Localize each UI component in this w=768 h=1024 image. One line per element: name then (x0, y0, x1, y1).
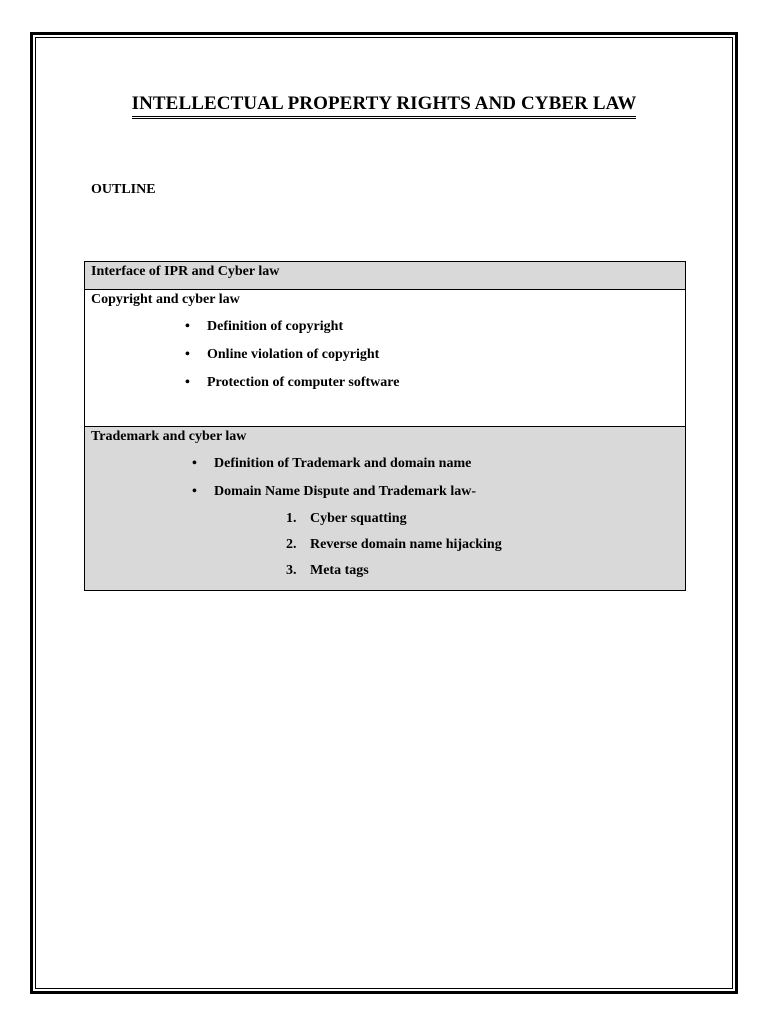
list-item: • Protection of computer software (185, 375, 400, 390)
bullet-icon: • (185, 375, 190, 390)
bullet-icon: • (192, 456, 197, 471)
numbered-item: 2. Reverse domain name hijacking (286, 537, 502, 552)
list-item: • Definition of Trademark and domain name (192, 456, 472, 471)
list-item: • Definition of copyright (185, 319, 344, 334)
document-title (0, 93, 768, 119)
table-row-trademark (85, 427, 685, 590)
row-heading: Interface of IPR and Cyber law (91, 264, 280, 279)
bullet-icon: • (185, 347, 190, 362)
outline-label: OUTLINE (91, 182, 156, 197)
row-heading: Copyright and cyber law (91, 292, 240, 307)
bullet-icon: • (185, 319, 190, 334)
document-title-text: INTELLECTUAL PROPERTY RIGHTS AND CYBER LAW (132, 93, 637, 119)
table-row-copyright (85, 290, 685, 427)
numbered-item: 3. Meta tags (286, 563, 369, 578)
row-heading: Trademark and cyber law (91, 429, 247, 444)
outline-table (84, 261, 686, 591)
bullet-icon: • (192, 484, 197, 499)
list-item: • Domain Name Dispute and Trademark law- (192, 484, 476, 499)
table-row-ipr-interface (85, 262, 685, 290)
list-item: • Online violation of copyright (185, 347, 380, 362)
numbered-item: 1. Cyber squatting (286, 511, 407, 526)
